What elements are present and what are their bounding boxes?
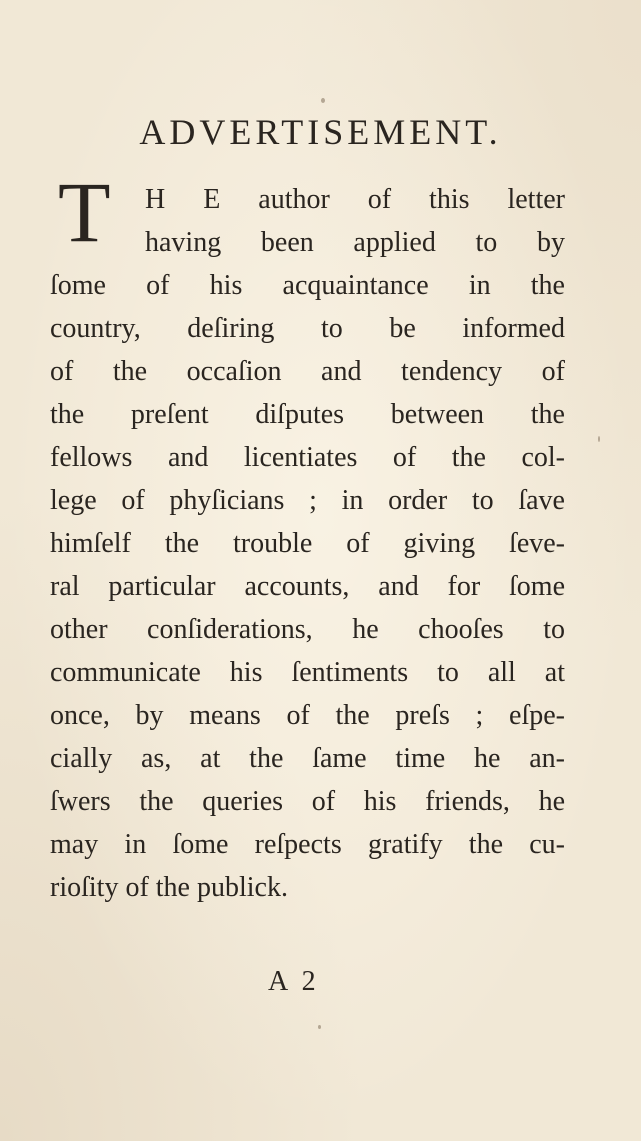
text-line: ral particular accounts, and for ſome xyxy=(50,571,565,602)
page-title: ADVERTISEMENT. xyxy=(139,112,502,152)
drop-cap: T xyxy=(58,176,111,248)
text-line: country, deſiring to be informed xyxy=(50,313,565,344)
text-line: communicate his ſentiments to all at xyxy=(50,657,565,688)
text-line: himſelf the trouble of giving ſeve- xyxy=(50,528,565,559)
text-line: ſome of his acquaintance in the xyxy=(50,270,565,301)
ink-speck xyxy=(598,436,600,442)
signature-mark: A 2 xyxy=(268,966,320,997)
text-line: fellows and licentiates of the col- xyxy=(50,442,565,473)
text-line: other conſiderations, he chooſes to xyxy=(50,614,565,645)
text-line: lege of phyſicians ; in order to ſave xyxy=(50,485,565,516)
text-line: ſwers the queries of his friends, he xyxy=(50,786,565,817)
text-line: cially as, at the ſame time he an- xyxy=(50,743,565,774)
text-line: having been applied to by xyxy=(145,227,565,258)
text-line: of the occaſion and tendency of xyxy=(50,356,565,387)
text-line: H E author of this letter xyxy=(145,184,565,215)
ink-speck xyxy=(318,1025,321,1029)
ink-speck xyxy=(321,98,325,103)
text-line: once, by means of the preſs ; eſpe- xyxy=(50,700,565,731)
text-line: the preſent diſputes between the xyxy=(50,399,565,430)
text-line: rioſity of the publick. xyxy=(50,872,288,903)
text-line: may in ſome reſpects gratify the cu- xyxy=(50,829,565,860)
